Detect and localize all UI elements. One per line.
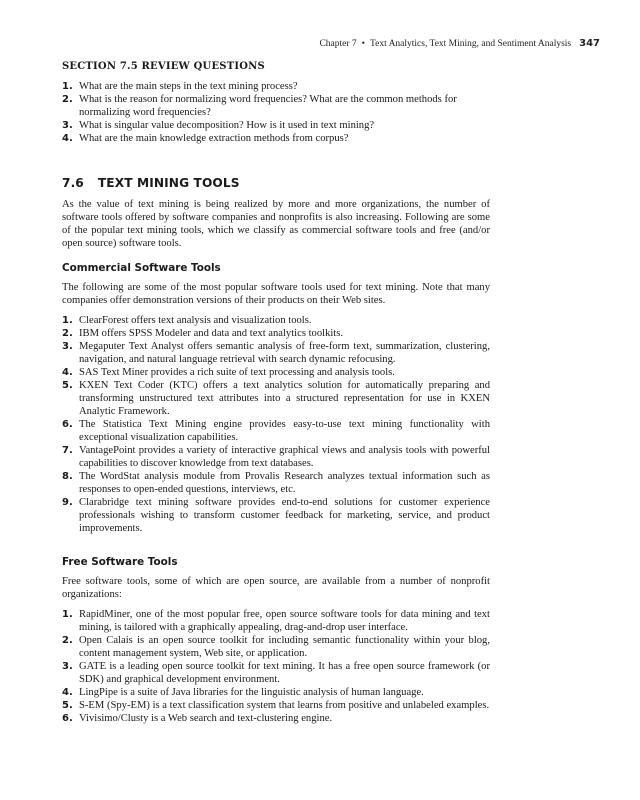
item-number: 6.	[62, 713, 73, 724]
list-item	[62, 93, 490, 119]
list-item	[62, 608, 490, 634]
list-item	[62, 686, 490, 699]
list-item	[62, 366, 490, 379]
item-text: What is singular value decomposition? How is it used in text mining?	[79, 120, 375, 131]
item-number: 5.	[62, 380, 73, 391]
list-item	[62, 418, 490, 444]
item-text: S-EM (Spy-EM) is a text classification system that learns from positive and unlabeled examples.	[79, 700, 490, 711]
free-tools-heading: Free Software Tools	[62, 556, 178, 568]
free-intro-paragraph	[62, 575, 490, 601]
list-item	[62, 699, 490, 712]
paragraph-text: Free software tools, some of which are open source, are available from a number of nonprofit organizations:	[62, 576, 490, 600]
commercial-intro-paragraph	[62, 281, 490, 307]
item-number: 7.	[62, 445, 73, 456]
page-number: 347	[579, 38, 600, 49]
item-number: 2.	[62, 635, 73, 646]
item-number: 4.	[62, 687, 73, 698]
list-item	[62, 340, 490, 366]
section-title-text: TEXT MINING TOOLS	[97, 176, 240, 190]
item-number: 3.	[62, 341, 73, 352]
item-text: SAS Text Miner provides a rich suite of text processing and analysis tools.	[79, 367, 395, 378]
item-text: Open Calais is an open source toolkit for including semantic functionality within your blog, content management system, Web site, or application.	[79, 635, 490, 659]
list-item	[62, 470, 490, 496]
list-item	[62, 119, 490, 132]
item-number: 9.	[62, 497, 73, 508]
item-text: The WordStat analysis module from Provalis Research analyzes textual information such as responses to open-ended questions, interviews, etc.	[79, 471, 490, 495]
chapter-label: Chapter 7	[319, 39, 357, 49]
section-title	[62, 176, 240, 190]
item-number: 4.	[62, 133, 73, 144]
item-text: Vivisimo/Clusty is a Web search and text-clustering engine.	[79, 713, 333, 724]
item-number: 4.	[62, 367, 73, 378]
item-number: 3.	[62, 661, 73, 672]
section-number: 7.6	[62, 176, 84, 190]
review-questions-heading: SECTION 7.5 REVIEW QUESTIONS	[62, 61, 265, 72]
item-number: 5.	[62, 700, 73, 711]
list-item	[62, 660, 490, 686]
item-text: What is the reason for normalizing word frequencies? What are the common methods for normalizing word frequencies?	[79, 94, 457, 118]
list-item	[62, 80, 490, 93]
list-item	[62, 327, 490, 340]
item-text: GATE is a leading open source toolkit for text mining. It has a free open source framework (or SDK) and graphical development environment.	[79, 661, 490, 685]
item-text: VantagePoint provides a variety of interactive graphical views and analysis tools with powerful capabilities to discover knowledge from text databases.	[79, 445, 490, 469]
paragraph-text: As the value of text mining is being realized by more and more organizations, the number of software tools offered by software companies and nonprofits is also increasing. Following are some of the popular text mining tools, which we classify as commercial software tools and free (and/or open source) software tools.	[62, 199, 490, 249]
item-text: What are the main knowledge extraction methods from corpus?	[79, 133, 349, 144]
item-number: 1.	[62, 81, 73, 92]
commercial-tools-heading: Commercial Software Tools	[62, 262, 221, 274]
item-number: 2.	[62, 94, 73, 105]
list-item	[62, 132, 490, 145]
list-item	[62, 444, 490, 470]
item-number: 1.	[62, 609, 73, 620]
review-questions-list	[62, 80, 490, 145]
list-item	[62, 712, 490, 725]
item-text: Megaputer Text Analyst offers semantic analysis of free-form text, summarization, clustering, navigation, and natural language retrieval with search dynamic refocusing.	[79, 341, 490, 365]
item-number: 3.	[62, 120, 73, 131]
bullet-separator: •	[361, 39, 365, 49]
item-text: Clarabridge text mining software provides end-to-end solutions for customer experience professionals wishing to transform customer feedback for marketing, service, and product improvements.	[79, 497, 490, 534]
item-text: ClearForest offers text analysis and visualization tools.	[79, 315, 312, 326]
section-intro-paragraph	[62, 198, 490, 250]
item-text: RapidMiner, one of the most popular free, open source software tools for data mining and text mining, is tailored with a graphically appealing, drag-and-drop user interface.	[79, 609, 490, 633]
item-number: 1.	[62, 315, 73, 326]
list-item	[62, 634, 490, 660]
commercial-tools-list	[62, 314, 490, 535]
chapter-title: Text Analytics, Text Mining, and Sentiment Analysis	[369, 39, 572, 49]
paragraph-text: The following are some of the most popular software tools used for text mining. Note that many companies offer demonstration versions of their products on their Web sites.	[62, 282, 490, 306]
item-number: 8.	[62, 471, 73, 482]
list-item	[62, 379, 490, 418]
item-text: KXEN Text Coder (KTC) offers a text analytics solution for automatically preparing and transforming unstructured text attributes into a structured representation for use in KXEN Analytic Framework.	[79, 380, 490, 417]
list-item	[62, 314, 490, 327]
item-text: What are the main steps in the text mining process?	[79, 81, 298, 92]
item-number: 2.	[62, 328, 73, 339]
item-text: IBM offers SPSS Modeler and data and text analytics toolkits.	[79, 328, 344, 339]
list-item	[62, 496, 490, 535]
item-number: 6.	[62, 419, 73, 430]
running-head	[319, 38, 600, 49]
free-tools-list	[62, 608, 490, 725]
item-text: LingPipe is a suite of Java libraries for the linguistic analysis of human language.	[79, 687, 424, 698]
item-text: The Statistica Text Mining engine provides easy-to-use text mining functionality with exceptional visualization capabilities.	[79, 419, 490, 443]
